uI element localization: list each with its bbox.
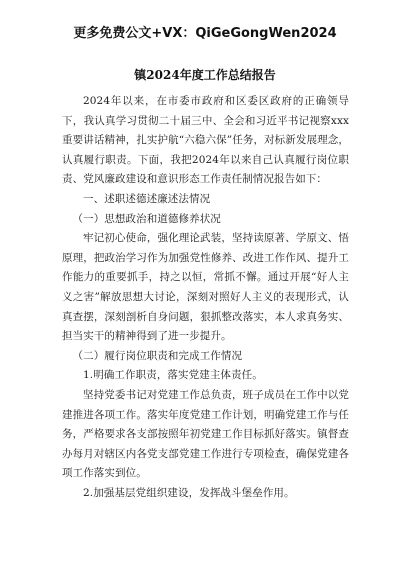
document-body <box>62 92 349 503</box>
item-heading: 2.加强基层党组织建设，发挥战斗堡垒作用。 <box>83 486 295 499</box>
document-title: 镇2024年度工作总结报告 <box>134 68 276 82</box>
promo-banner: 更多免费公文+VX：QiGeGongWen2024 <box>73 26 337 41</box>
body-paragraph: 坚持党委书记对党建工作总负责，班子成员在工作中以党建推进各项工作。落实年度党建工作计划，明确党建工作与任务，严格要求各支部按照年初党建工作目标抓好落实。镇督查办每月对辖区内各党支部党建工作进行专项检查，确保党建各项工作落实到位。 <box>62 388 349 480</box>
section-heading: 一、述职述德述廉述法情况 <box>83 192 211 205</box>
subsection-heading: （二）履行岗位职责和完成工作情况 <box>72 349 243 362</box>
body-paragraph: 牢记初心使命，强化理论武装，坚持读原著、学原文、悟原理，把政治学习作为加强党性修养、改进工作作风、提升工作能力的重要抓手，持之以恒，常抓不懈。通过开展“好人主义之害”解放思想大讨论，深刻对照好人主义的表现形式，认真查摆，深刻剖析自身问题，狠抓整改落实，本人求真务实、担当实干的精神得到了进一步提升。 <box>62 232 349 343</box>
item-heading: 1.明确工作职责，落实党建主体责任。 <box>83 369 263 382</box>
subsection-heading: （一）思想政治和道德修养状况 <box>72 212 221 225</box>
intro-paragraph: 2024年以来，在市委市政府和区委区政府的正确领导下，我认真学习贯彻二十届三中、全会和习近平书记视察xxx重要讲话精神，扎实护航“六稳六保”任务，对标新发展理念，认真履行职责。下面，我把2024年以来自己认真履行岗位职责、党风廉政建设和意识形态工作责任制情况报告如下： <box>62 95 349 186</box>
